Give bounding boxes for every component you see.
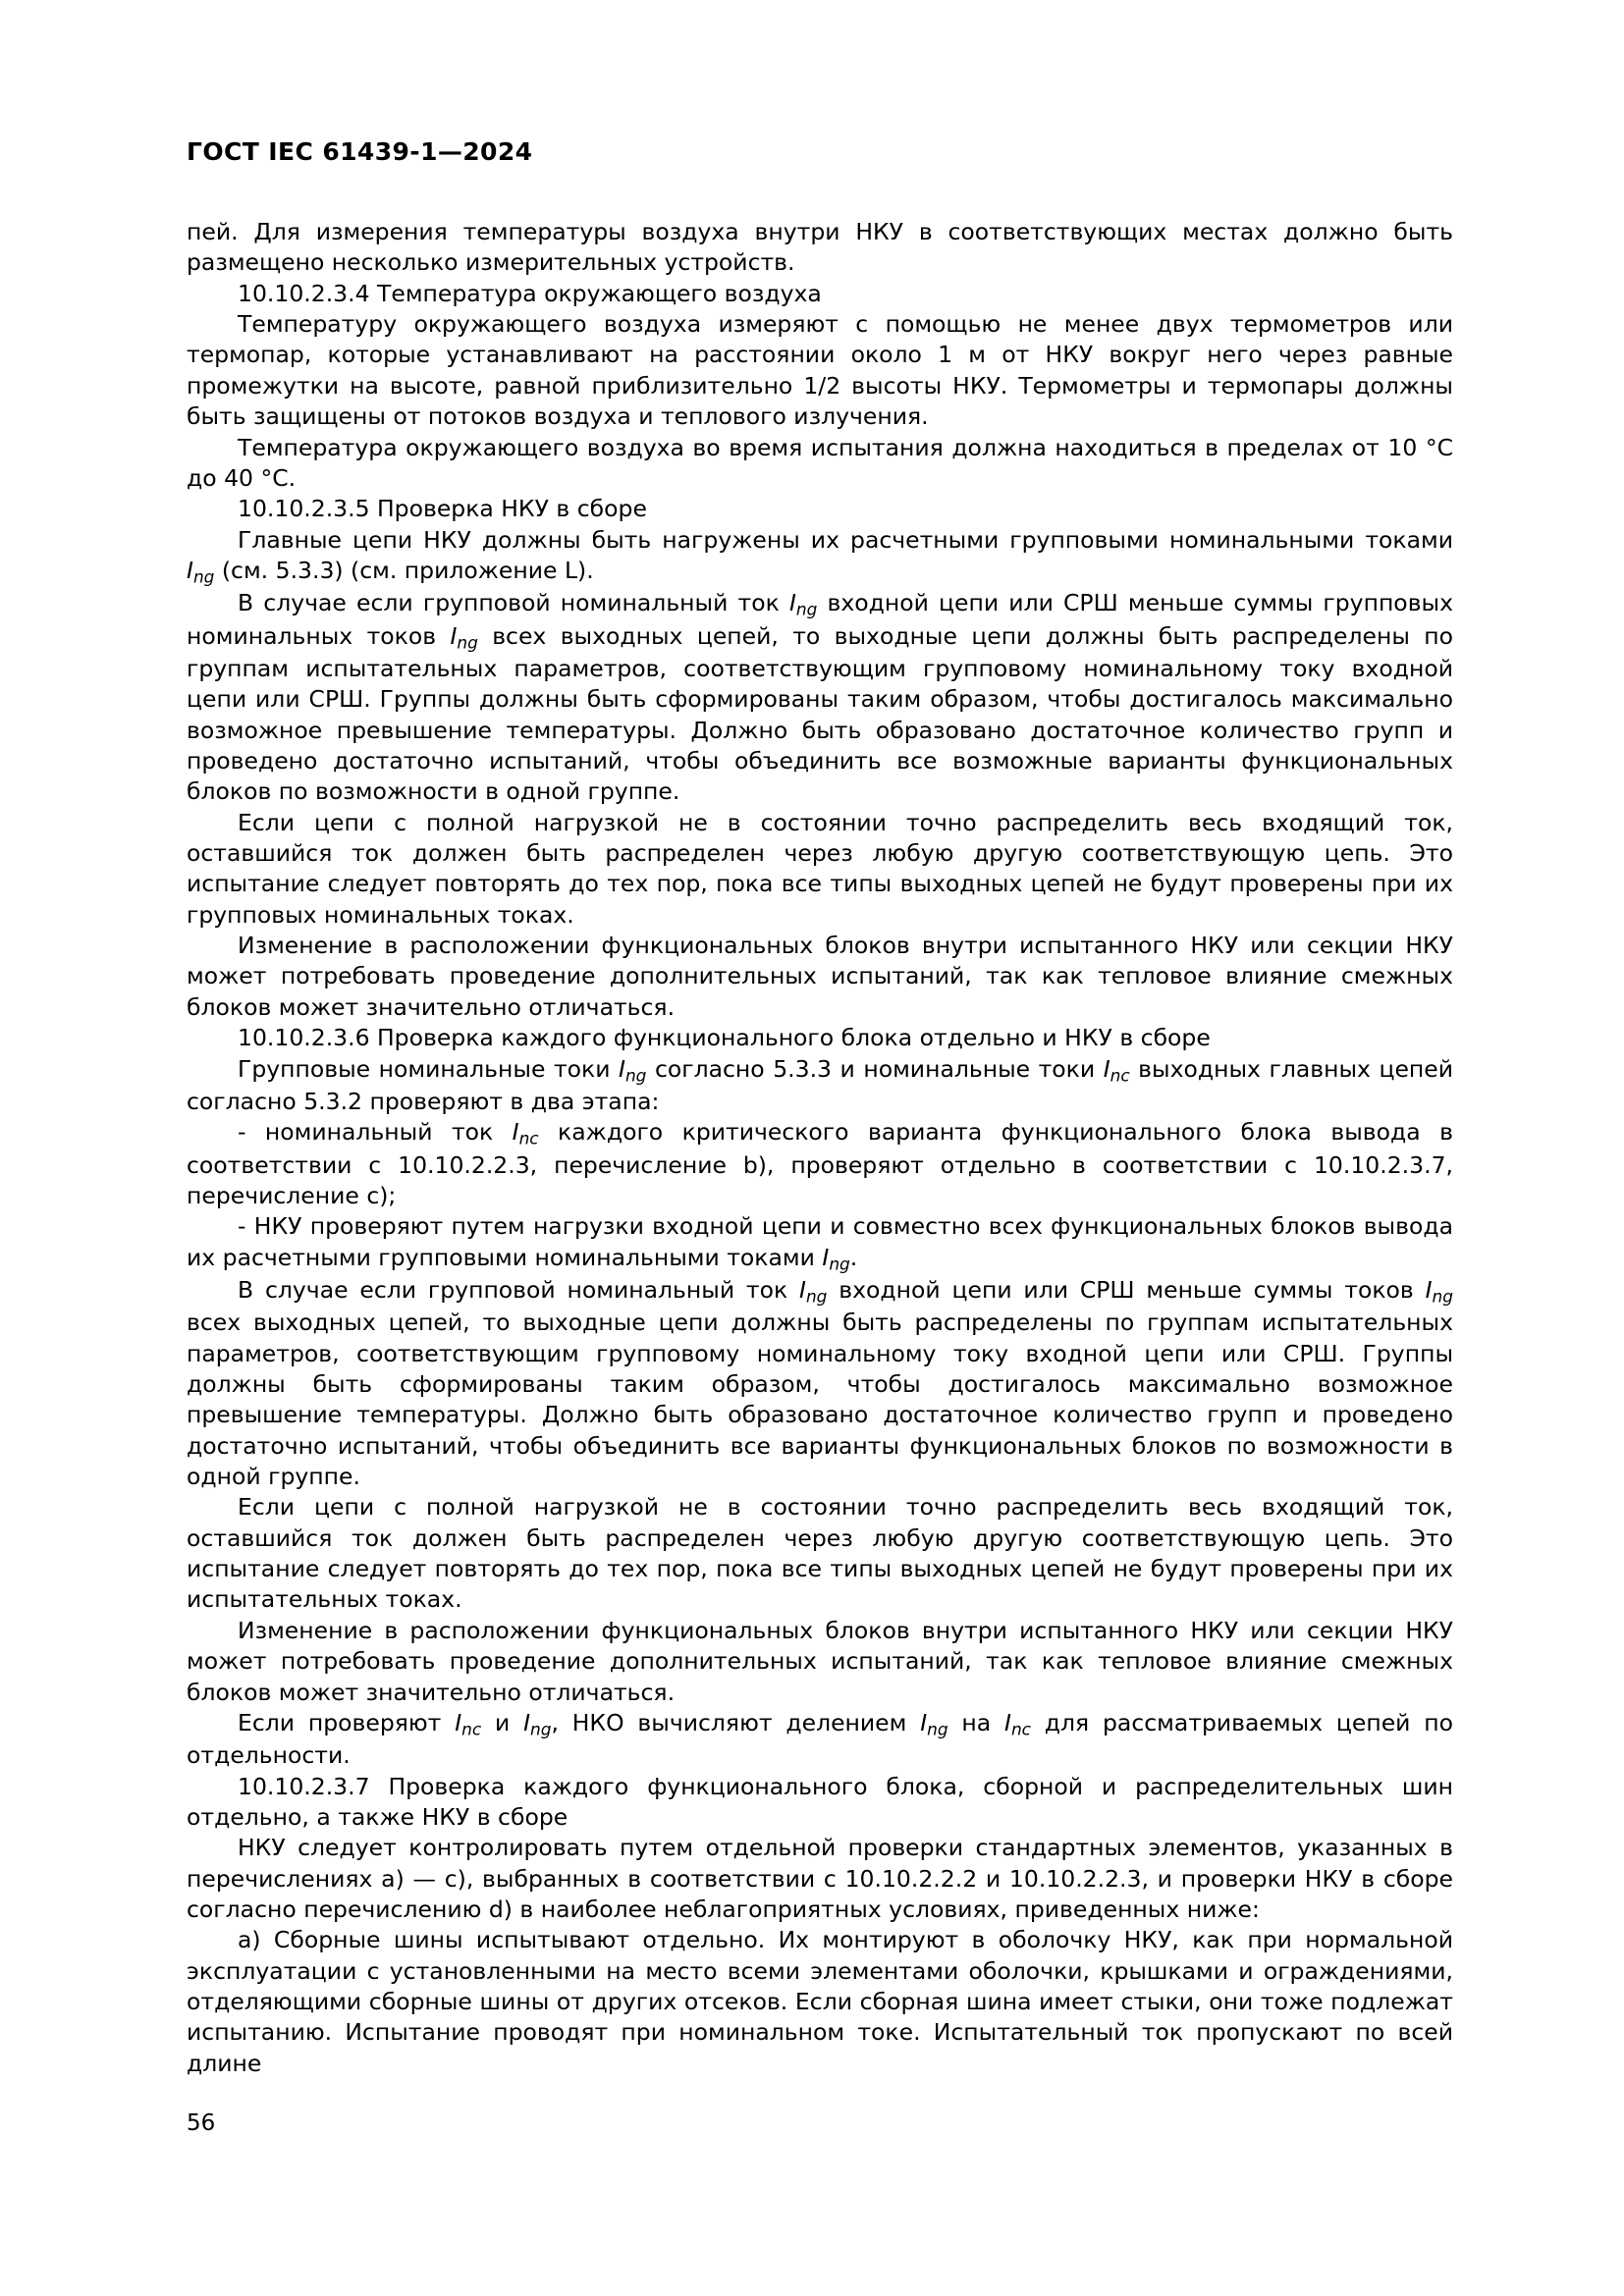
para-full-load-circuits-2: Если цепи с полной нагрузкой не в состоянии точно распределить весь входящий ток, оставшийся ток должен быть распределен через любую другую соответствующую цепь. Это испытание следует повторять до тех пор, пока все типы выходных цепей не будут проверены при их испытательных токах. bbox=[187, 1493, 1453, 1614]
variable-symbol: I bbox=[187, 556, 193, 584]
para-main-circuits: Главные цепи НКУ должны быть нагружены их расчетными групповыми номинальными токами $I_{ng}$ (см. 5.3.3) (см. приложение L). bbox=[187, 525, 1453, 587]
variable-symbol: I bbox=[920, 1708, 928, 1736]
subscript: ng bbox=[457, 632, 478, 653]
list-item-a-rated-current: - номинальный ток $I_{nc}$ каждого критического варианта функционального блока вывода в соответствии с 10.10.2.2.3, перечисление b), проверяют отдельно в соответствии с 10.10.2.3.7, перечисление c); bbox=[187, 1118, 1453, 1209]
subscript: ng bbox=[927, 1719, 948, 1739]
variable-symbol: I bbox=[799, 1275, 806, 1304]
para-assembly-control: НКУ следует контролировать путем отдельной проверки стандартных элементов, указанных в перечислениях a) — c), выбранных в соответствии с 10.10.2.2.2 и 10.10.2.2.3, и проверки НКУ в сборе согласно перечислению d) в наиболее неблагоприятных условиях, приведенных ниже: bbox=[187, 1834, 1453, 1924]
heading-10-10-2-3-4: 10.10.2.3.4 Температура окружающего воздуха bbox=[238, 279, 822, 307]
heading-10-10-2-3-7: 10.10.2.3.7 Проверка каждого функционального блока, сборной и распределительных шин отдельно, а также НКУ в сборе bbox=[187, 1772, 1453, 1831]
variable-symbol: I bbox=[619, 1054, 625, 1083]
subscript: ng bbox=[1432, 1286, 1453, 1307]
variable-symbol: I bbox=[450, 621, 458, 650]
list-item-b-assembly-check: - НКУ проверяют путем нагрузки входной цепи и совместно всех функциональных блоков вывода их расчетными групповыми номинальными токами $I_{ng}$. bbox=[187, 1212, 1453, 1274]
subscript: ng bbox=[795, 600, 818, 619]
subscript: nc bbox=[1110, 1065, 1130, 1086]
variable-symbol: I bbox=[455, 1708, 462, 1736]
para-group-currents-two-stages: Групповые номинальные токи $I_{ng}$ согласно 5.3.3 и номинальные токи $I_{nc}$ выходных главных цепей согласно 5.3.2 проверяют в два этапа: bbox=[187, 1054, 1453, 1115]
subscript: nc bbox=[1010, 1719, 1031, 1739]
variable-symbol: I bbox=[512, 1118, 519, 1147]
subscript: ng bbox=[624, 1065, 647, 1086]
subscript: nc bbox=[461, 1719, 482, 1739]
variable-symbol: I bbox=[523, 1708, 531, 1736]
variable-symbol: I bbox=[788, 589, 796, 617]
para-continuation: пей. Для измерения температуры воздуха внутри НКУ в соответствующих местах должно быть размещено несколько измерительных устройств. bbox=[187, 218, 1453, 277]
variable-symbol: I bbox=[822, 1243, 830, 1271]
para-ambient-temp-range: Температура окружающего воздуха во время испытания должна находиться в пределах от 10 °C до 40 °C. bbox=[187, 433, 1453, 492]
para-ambient-temp-measure: Температуру окружающего воздуха измеряют с помощью не менее двух термометров или термопар, которые устанавливают на расстоянии около 1 м от НКУ вокруг него через равные промежутки на высоте, равной приблизительно 1/2 высоты НКУ. Термометры и термопары должны быть защищены от потоков воздуха и теплового излучения. bbox=[187, 310, 1453, 431]
variable-symbol: I bbox=[1004, 1708, 1011, 1736]
list-item-a-busbars: a) Сборные шины испытывают отдельно. Их монтируют в оболочку НКУ, как при нормальной эксплуатации с установленными на место всеми элементами оболочки, крышками и ограждениями, отделяющими сборные шины от других отсеков. Если сборная шина имеет стыки, они тоже подлежат испытанию. Испытание проводят при номинальном токе. Испытательный ток пропускают по всей длине bbox=[187, 1926, 1453, 2077]
document-header: ГОСТ IEC 61439-1—2024 bbox=[187, 137, 533, 166]
page-number: 56 bbox=[187, 2110, 216, 2136]
para-arrangement-change-1: Изменение в расположении функциональных блоков внутри испытанного НКУ или секции НКУ может потребовать проведение дополнительных испытаний, так как тепловое влияние смежных блоков может значительно отличаться. bbox=[187, 932, 1453, 1021]
subscript: ng bbox=[805, 1286, 828, 1307]
page-content bbox=[187, 137, 1453, 2079]
subscript: ng bbox=[192, 566, 215, 587]
variable-symbol: I bbox=[1103, 1054, 1110, 1083]
heading-10-10-2-3-6: 10.10.2.3.6 Проверка каждого функционального блока отдельно и НКУ в сборе bbox=[238, 1024, 1211, 1052]
subscript: nc bbox=[518, 1128, 539, 1148]
variable-symbol: I bbox=[1425, 1275, 1433, 1304]
subscript: ng bbox=[829, 1254, 850, 1274]
para-arrangement-change-2: Изменение в расположении функциональных блоков внутри испытанного НКУ или секции НКУ может потребовать проведение дополнительных испытаний, так как тепловое влияние смежных блоков может значительно отличаться. bbox=[187, 1616, 1453, 1706]
body-text bbox=[187, 217, 1453, 2079]
heading-10-10-2-3-5: 10.10.2.3.5 Проверка НКУ в сборе bbox=[238, 495, 647, 523]
para-full-load-circuits: Если цепи с полной нагрузкой не в состоянии точно распределить весь входящий ток, оставшийся ток должен быть распределен через любую другую соответствующую цепь. Это испытание следует повторять до тех пор, пока все типы выходных цепей не будут проверены при их групповых номинальных токах. bbox=[187, 808, 1453, 929]
para-group-rated-current-2: В случае если групповой номинальный ток $I_{ng}$ входной цепи или СРШ меньше суммы токов $I_{ng}$ всех выходных цепей, то выходные цепи должны быть распределены по группам испытательных параметров, соответствующим групповому номинальному току входной цепи или СРШ. Группы должны быть сформированы таким образом, чтобы достигалось максимально возможное превышение температуры. Должно быть образовано достаточное количество групп и проведено достаточно испытаний, чтобы объединить все варианты функциональных блоков по возможности в одной группе. bbox=[187, 1275, 1453, 1491]
para-nko-calc: Если проверяют $I_{nc}$ и $I_{ng}$, НКО вычисляют делением $I_{ng}$ на $I_{nc}$ для рассматриваемых цепей по отдельности. bbox=[187, 1708, 1453, 1770]
para-group-rated-current: В случае если групповой номинальный ток $I_{ng}$ входной цепи или СРШ меньше суммы групповых номинальных токов $I_{ng}$ всех выходных цепей, то выходные цепи должны быть распределены по группам испытательных параметров, соответствующим групповому номинальному току входной цепи или СРШ. Группы должны быть сформированы таким образом, чтобы достигалось максимально возможное превышение температуры. Должно быть образовано достаточное количество групп и проведено достаточно испытаний, чтобы объединить все возможные варианты функциональных блоков по возможности в одной группе. bbox=[187, 589, 1454, 806]
subscript: ng bbox=[530, 1719, 552, 1739]
